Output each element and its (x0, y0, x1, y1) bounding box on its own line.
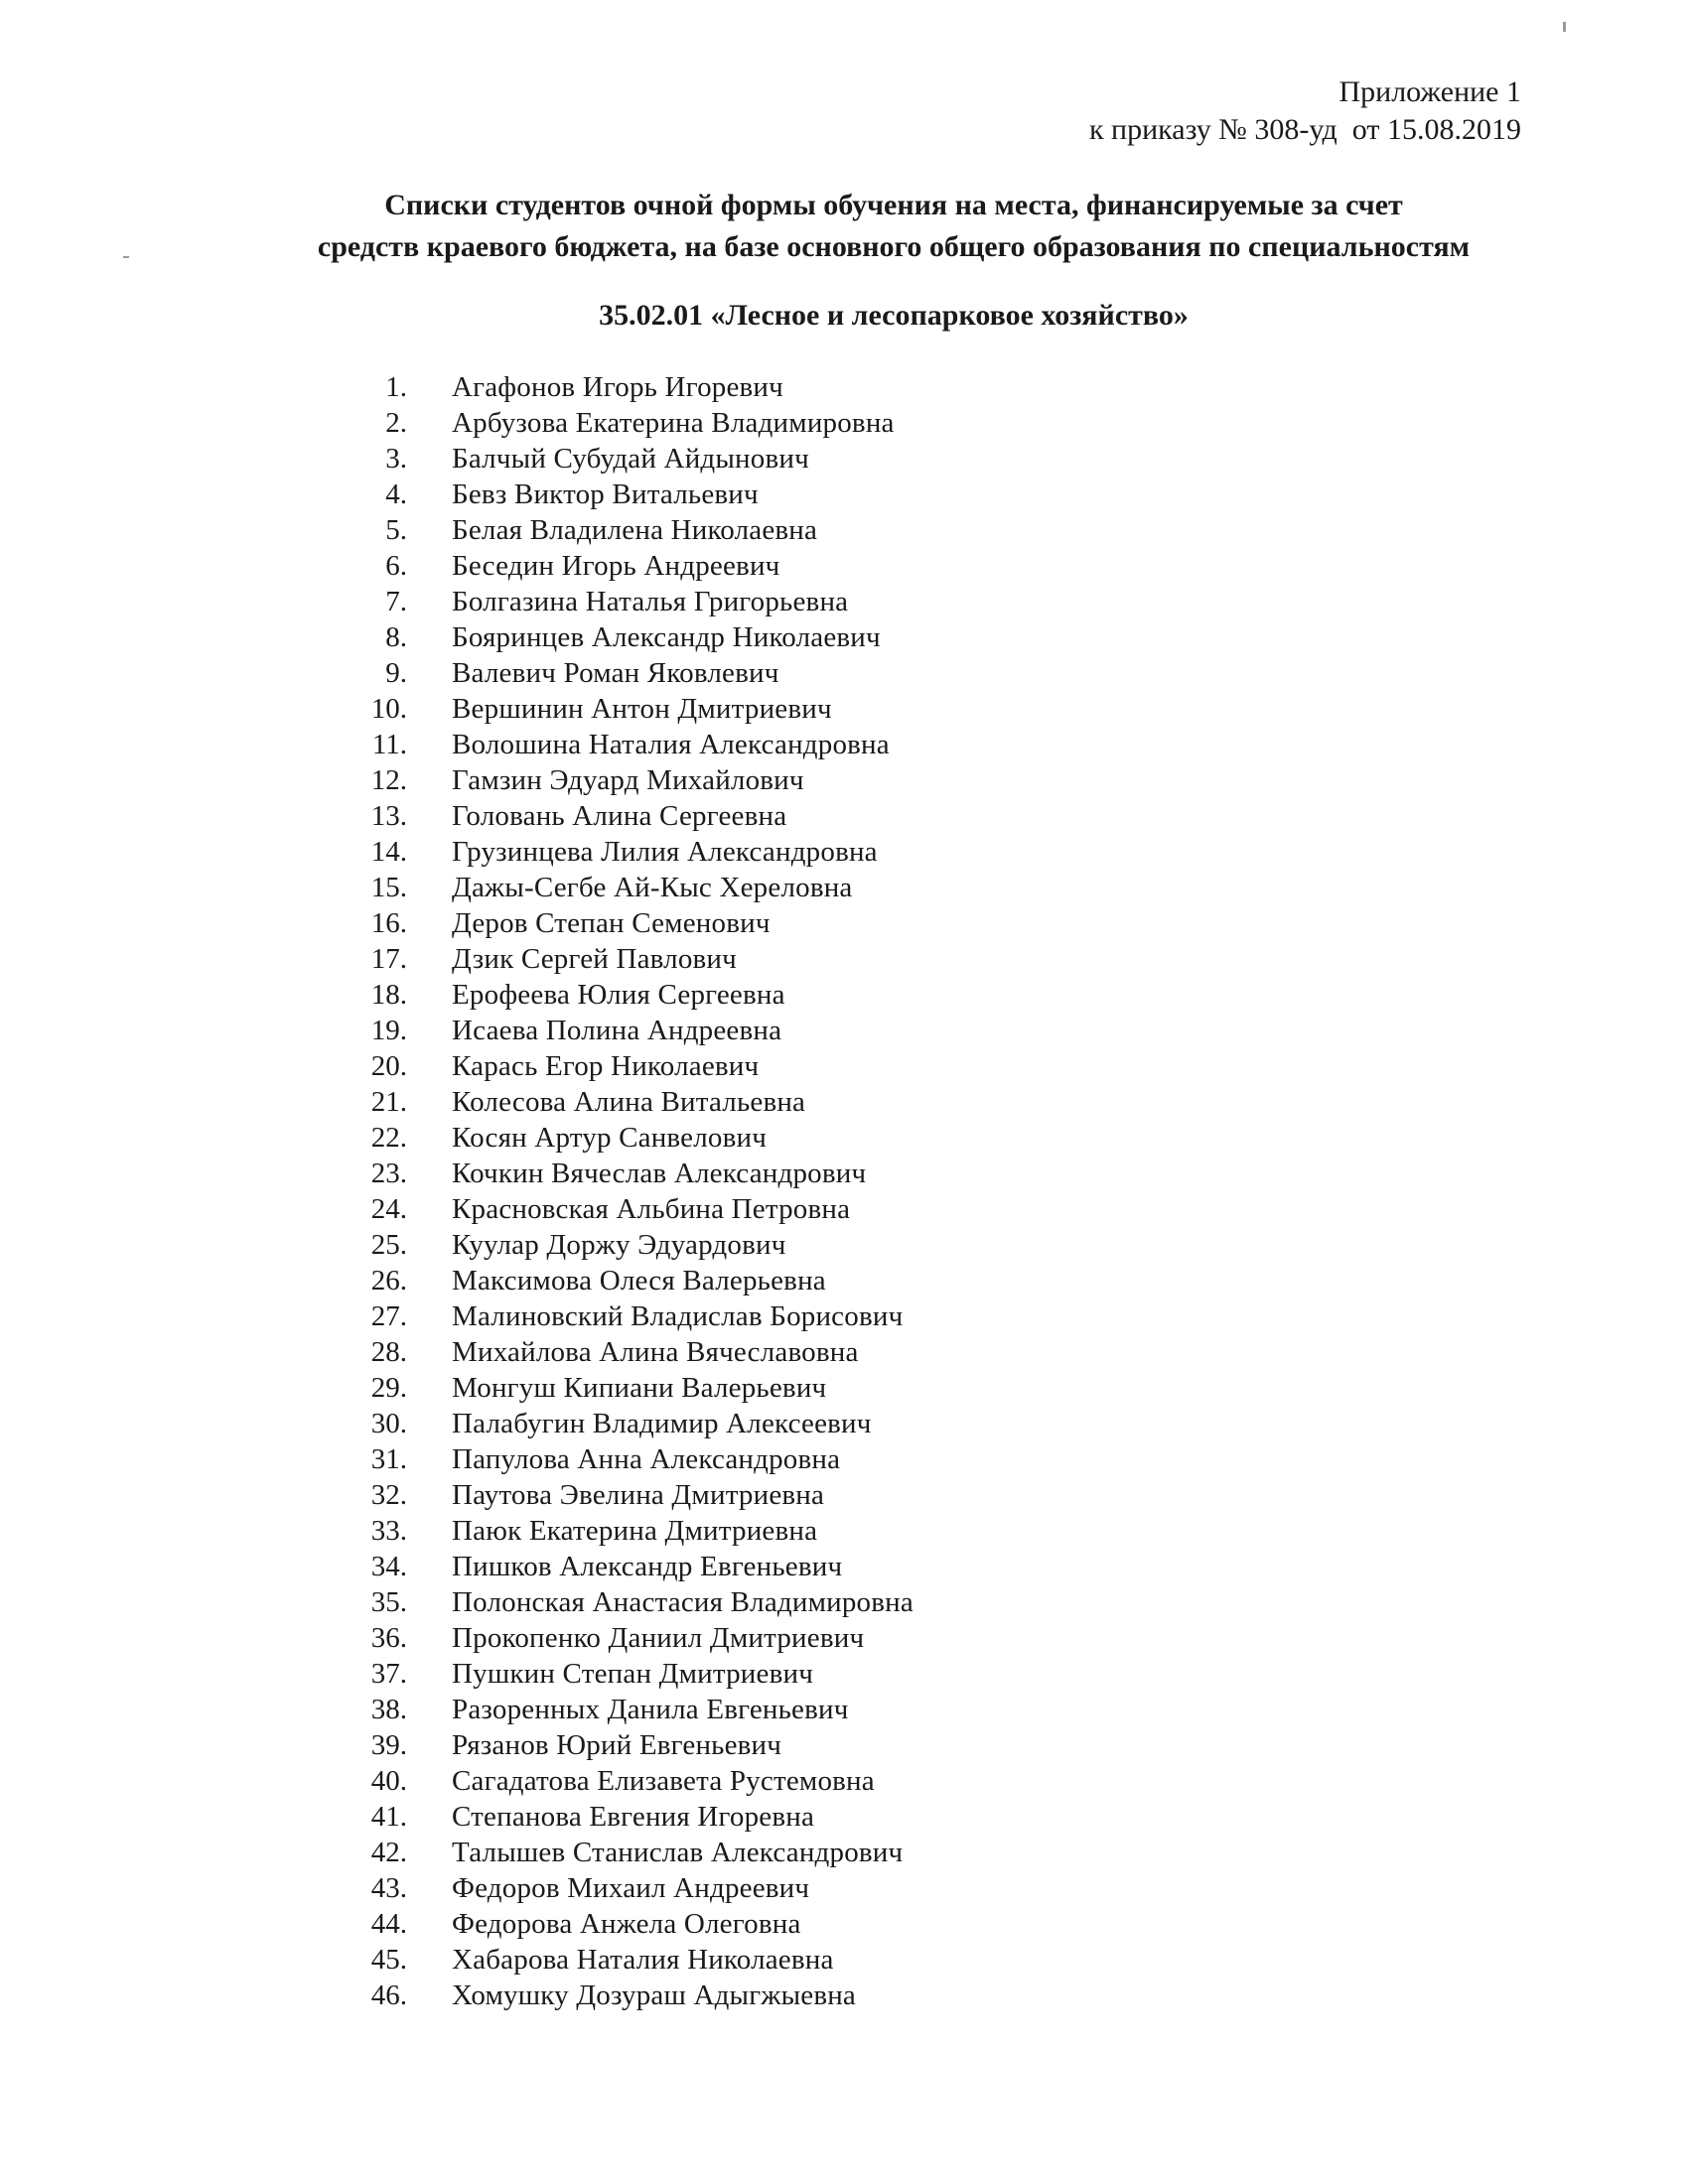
student-name: Агафонов Игорь Игоревич (452, 371, 783, 403)
student-number: 12. (370, 764, 407, 796)
student-number: 2. (385, 407, 407, 439)
list-item (348, 1334, 914, 1370)
title-line-1: Списки студентов очной формы обучения на места, финансируемые за счет (384, 189, 1403, 221)
document-title (248, 185, 1539, 268)
student-name: Степанова Евгения Игоревна (452, 1801, 815, 1833)
student-name: Балчый Субудай Айдынович (452, 443, 809, 475)
student-name: Федорова Анжела Олеговна (452, 1908, 801, 1940)
list-item (348, 1513, 914, 1549)
list-item (348, 1156, 914, 1191)
list-item (348, 619, 914, 655)
student-number: 24. (370, 1193, 407, 1225)
list-item (348, 1799, 914, 1835)
student-name: Деров Степан Семенович (452, 907, 771, 939)
student-name: Талышев Станислав Александрович (452, 1837, 904, 1868)
student-number: 22. (370, 1122, 407, 1154)
list-item (348, 691, 914, 727)
list-item (348, 1906, 914, 1942)
student-name: Пушкин Степан Дмитриевич (452, 1658, 813, 1690)
student-number: 17. (370, 943, 407, 975)
list-item (348, 1727, 914, 1763)
student-name: Волошина Наталия Александровна (452, 729, 890, 760)
list-item (348, 1441, 914, 1477)
list-item (348, 1013, 914, 1048)
list-item (348, 870, 914, 905)
student-name: Малиновский Владислав Борисович (452, 1300, 904, 1332)
student-name: Паутова Эвелина Дмитриевна (452, 1479, 825, 1511)
student-name: Головань Алина Сергеевна (452, 800, 787, 832)
list-item (348, 1942, 914, 1978)
list-item (348, 1227, 914, 1263)
student-number: 45. (370, 1944, 407, 1976)
list-item (348, 1370, 914, 1406)
appendix-label: Приложение 1 (1338, 75, 1521, 108)
student-number: 35. (370, 1586, 407, 1618)
student-name: Кочкин Вячеслав Александрович (452, 1158, 867, 1189)
student-name: Косян Артур Санвелович (452, 1122, 767, 1154)
student-name: Полонская Анастасия Владимировна (452, 1586, 914, 1618)
student-number: 28. (370, 1336, 407, 1368)
student-number: 39. (370, 1729, 407, 1761)
student-name: Михайлова Алина Вячеславовна (452, 1336, 859, 1368)
student-number: 38. (370, 1694, 407, 1725)
student-name: Разоренных Данила Евгеньевич (452, 1694, 849, 1725)
list-item (348, 584, 914, 619)
student-number: 14. (370, 836, 407, 868)
student-number: 29. (370, 1372, 407, 1404)
student-name: Болгазина Наталья Григорьевна (452, 586, 849, 617)
list-item (348, 1656, 914, 1692)
student-list (348, 369, 914, 2013)
list-item (348, 512, 914, 548)
student-number: 46. (370, 1979, 407, 2011)
student-number: 32. (370, 1479, 407, 1511)
student-number: 33. (370, 1515, 407, 1547)
student-number: 18. (370, 979, 407, 1011)
student-name: Дажы-Сегбе Ай-Кыс Хереловна (452, 872, 853, 903)
student-number: 19. (370, 1015, 407, 1046)
student-number: 11. (371, 729, 407, 760)
student-number: 15. (370, 872, 407, 903)
list-item (348, 1084, 914, 1120)
list-item (348, 1584, 914, 1620)
list-item (348, 1263, 914, 1298)
student-name: Ерофеева Юлия Сергеевна (452, 979, 785, 1011)
student-number: 25. (370, 1229, 407, 1261)
student-name: Папулова Анна Александровна (452, 1443, 841, 1475)
list-item (348, 369, 914, 405)
list-item (348, 1298, 914, 1334)
student-number: 43. (370, 1872, 407, 1904)
list-item (348, 762, 914, 798)
student-number: 36. (370, 1622, 407, 1654)
student-number: 21. (370, 1086, 407, 1118)
list-item (348, 1048, 914, 1084)
student-number: 31. (370, 1443, 407, 1475)
list-item (348, 441, 914, 477)
student-number: 5. (385, 514, 407, 546)
list-item (348, 1835, 914, 1870)
student-number: 41. (370, 1801, 407, 1833)
scan-artifact (1563, 22, 1566, 32)
list-item (348, 548, 914, 584)
title-line-2: средств краевого бюджета, на базе основного общего образования по специальностям (317, 230, 1471, 263)
list-item (348, 727, 914, 762)
student-name: Монгуш Кипиани Валерьевич (452, 1372, 827, 1404)
student-number: 13. (370, 800, 407, 832)
student-number: 10. (370, 693, 407, 725)
student-name: Дзик Сергей Павлович (452, 943, 737, 975)
list-item (348, 1191, 914, 1227)
student-name: Пишков Александр Евгеньевич (452, 1551, 843, 1582)
appendix-reference (1089, 73, 1521, 149)
list-item (348, 1978, 914, 2013)
student-number: 3. (385, 443, 407, 475)
student-number: 23. (370, 1158, 407, 1189)
student-number: 20. (370, 1050, 407, 1082)
student-name: Куулар Доржу Эдуардович (452, 1229, 786, 1261)
list-item (348, 1406, 914, 1441)
list-item (348, 1477, 914, 1513)
student-number: 8. (385, 621, 407, 653)
student-number: 9. (385, 657, 407, 689)
student-name: Федоров Михаил Андреевич (452, 1872, 810, 1904)
student-number: 37. (370, 1658, 407, 1690)
student-number: 30. (370, 1408, 407, 1439)
student-name: Валевич Роман Яковлевич (452, 657, 779, 689)
list-item (348, 1692, 914, 1727)
student-number: 42. (370, 1837, 407, 1868)
student-number: 27. (370, 1300, 407, 1332)
specialty-heading: 35.02.01 «Лесное и лесопарковое хозяйство» (599, 299, 1189, 332)
student-name: Колесова Алина Витальевна (452, 1086, 806, 1118)
list-item (348, 1763, 914, 1799)
student-name: Грузинцева Лилия Александровна (452, 836, 878, 868)
student-number: 1. (385, 371, 407, 403)
list-item (348, 798, 914, 834)
student-name: Рязанов Юрий Евгеньевич (452, 1729, 782, 1761)
list-item (348, 941, 914, 977)
student-number: 7. (385, 586, 407, 617)
student-number: 34. (370, 1551, 407, 1582)
scan-artifact (123, 256, 129, 258)
student-name: Хабарова Наталия Николаевна (452, 1944, 834, 1976)
student-name: Гамзин Эдуард Михайлович (452, 764, 804, 796)
student-number: 40. (370, 1765, 407, 1797)
student-name: Бевз Виктор Витальевич (452, 478, 759, 510)
student-number: 16. (370, 907, 407, 939)
student-name: Максимова Олеся Валерьевна (452, 1265, 826, 1297)
student-name: Бояринцев Александр Николаевич (452, 621, 881, 653)
student-name: Карась Егор Николаевич (452, 1050, 760, 1082)
list-item (348, 1870, 914, 1906)
student-name: Арбузова Екатерина Владимировна (452, 407, 895, 439)
student-name: Исаева Полина Андреевна (452, 1015, 782, 1046)
student-name: Паюк Екатерина Дмитриевна (452, 1515, 818, 1547)
student-name: Палабугин Владимир Алексеевич (452, 1408, 872, 1439)
student-name: Сагадатова Елизавета Рустемовна (452, 1765, 875, 1797)
student-name: Белая Владилена Николаевна (452, 514, 818, 546)
student-name: Беседин Игорь Андреевич (452, 550, 780, 582)
list-item (348, 405, 914, 441)
list-item (348, 1549, 914, 1584)
list-item (348, 477, 914, 512)
student-number: 26. (370, 1265, 407, 1297)
student-name: Вершинин Антон Дмитриевич (452, 693, 832, 725)
student-number: 4. (385, 478, 407, 510)
student-name: Прокопенко Даниил Дмитриевич (452, 1622, 865, 1654)
list-item (348, 977, 914, 1013)
list-item (348, 1620, 914, 1656)
student-number: 6. (385, 550, 407, 582)
list-item (348, 1120, 914, 1156)
list-item (348, 655, 914, 691)
student-number: 44. (370, 1908, 407, 1940)
order-reference: к приказу № 308-уд от 15.08.2019 (1088, 113, 1521, 146)
list-item (348, 905, 914, 941)
list-item (348, 834, 914, 870)
student-name: Красновская Альбина Петровна (452, 1193, 851, 1225)
student-name: Хомушку Дозураш Адыгжыевна (452, 1979, 857, 2011)
